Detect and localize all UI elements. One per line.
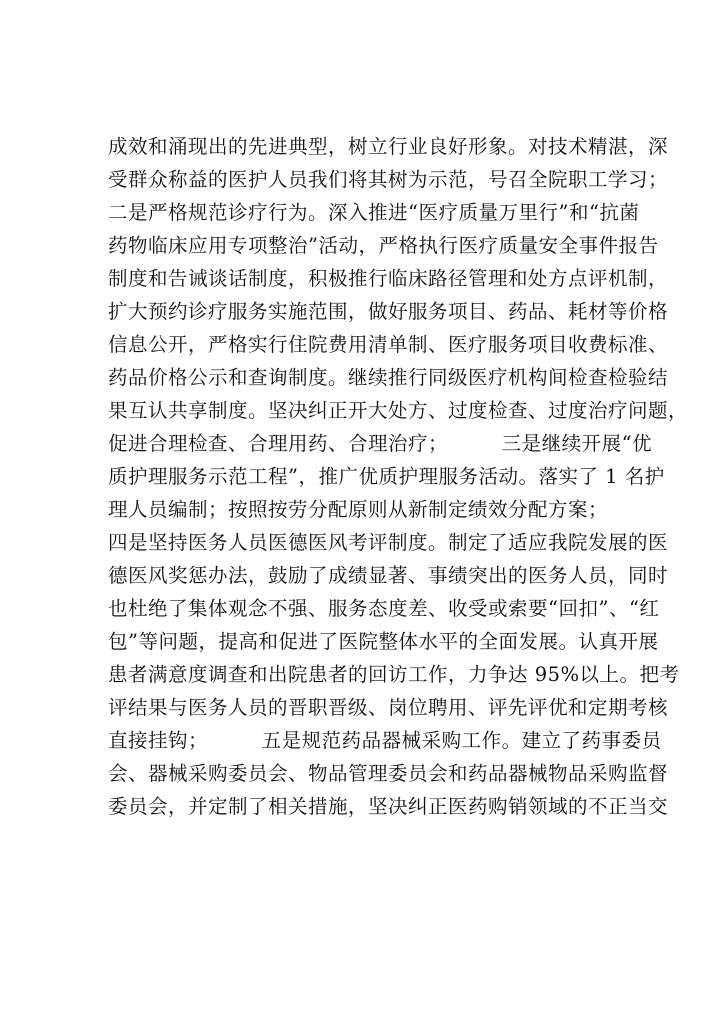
text-line: 包”等问题，提高和促进了医院整体水平的全面发展。认真开展 — [108, 630, 659, 653]
text-line: 扩大预约诊疗服务实施范围，做好服务项目、药品、耗材等价格 — [108, 300, 669, 323]
text-line: 委员会，并定制了相关措施，坚决纠正医药购销领域的不正当交 — [108, 795, 669, 818]
text-line: 成效和涌现出的先进典型，树立行业良好形象。对技术精湛，深 — [108, 135, 669, 158]
text-line: 四是坚持医务人员医德医风考评制度。制定了适应我院发展的医 — [108, 531, 669, 554]
text-line: 质护理服务示范工程”，推广优质护理服务活动。落实了 1 名护 — [108, 465, 665, 488]
text-line: 药品价格公示和查询制度。继续推行同级医疗机构间检查检验结 — [108, 366, 669, 389]
text-line: 二是严格规范诊疗行为。深入推进“医疗质量万里行”和“抗菌 — [108, 201, 640, 224]
text-line: 果互认共享制度。坚决纠正开大处方、过度检查、过度治疗问题， — [108, 399, 689, 422]
text-line: 患者满意度调查和出院患者的回访工作，力争达 95%以上。把考 — [108, 663, 680, 686]
text-line: 也杜绝了集体观念不强、服务态度差、收受或索要“回扣”、“红 — [108, 597, 660, 620]
text-line: 受群众称益的医护人员我们将其树为示范，号召全院职工学习； — [108, 168, 669, 191]
body-text — [108, 130, 689, 823]
text-line: 理人员编制；按照按劳分配原则从新制定绩效分配方案； — [108, 498, 609, 521]
text-line: 直接挂钩； 五是规范药品器械采购工作。建立了药事委员 — [108, 729, 662, 752]
text-line: 会、器械采购委员会、物品管理委员会和药品器械物品采购监督 — [108, 762, 669, 785]
text-line: 制度和告诫谈话制度，积极推行临床路径管理和处方点评机制， — [108, 267, 669, 290]
text-line: 药物临床应用专项整治”活动，严格执行医疗质量安全事件报告 — [108, 234, 659, 257]
text-line: 德医风奖惩办法，鼓励了成绩显著、事绩突出的医务人员，同时 — [108, 564, 669, 587]
text-line: 信息公开，严格实行住院费用清单制、医疗服务项目收费标准、 — [108, 333, 669, 356]
text-line: 评结果与医务人员的晋职晋级、岗位聘用、评先评优和定期考核 — [108, 696, 669, 719]
text-line: 促进合理检查、合理用药、合理治疗； 三是继续开展“优 — [108, 432, 653, 455]
